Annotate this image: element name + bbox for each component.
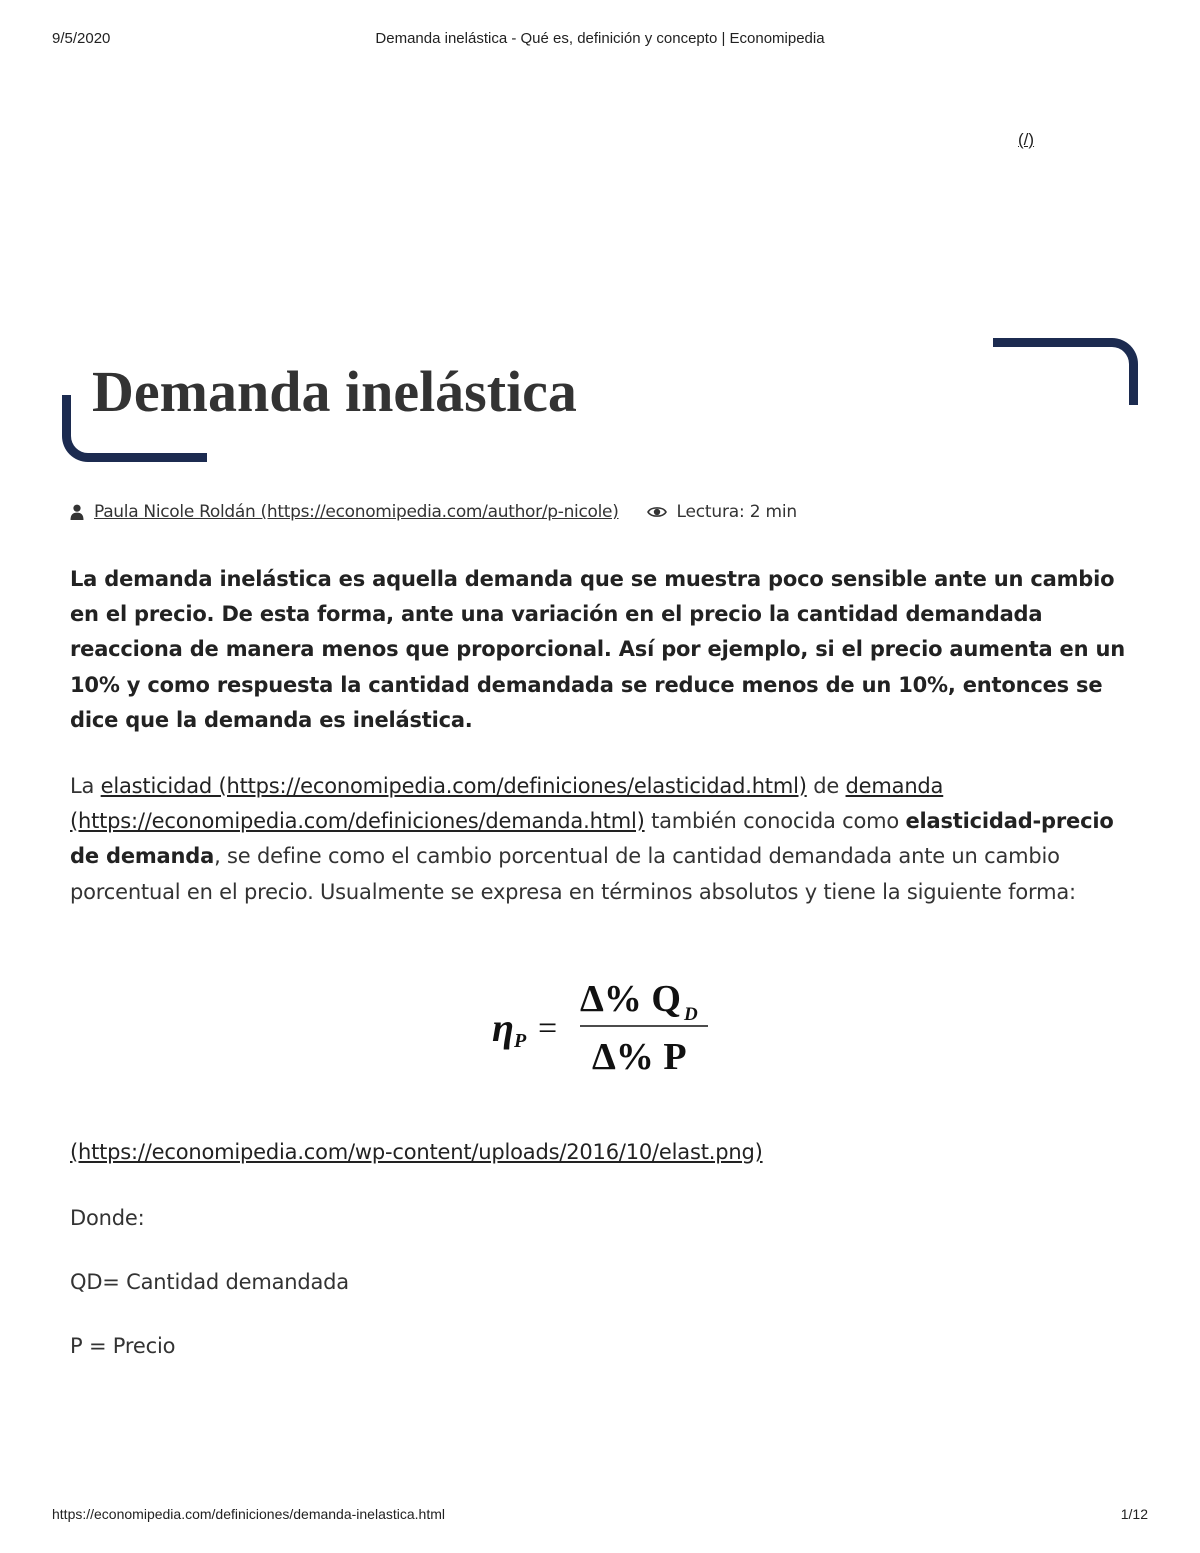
print-page-title: Demanda inelástica - Qué es, definición y concepto | Economipedia (375, 30, 825, 47)
para-text: La (70, 774, 101, 799)
print-footer (0, 1506, 1200, 1526)
formula-numerator: Δ% Q (580, 978, 681, 1020)
qd-definition: QD= Cantidad demandada (70, 1270, 349, 1294)
reading-time: Lectura: 2 min (676, 502, 797, 522)
article-meta (70, 500, 797, 524)
formula-numerator-subscript: D (684, 1004, 698, 1025)
lead-paragraph: La demanda inelástica es aquella demanda que se muestra poco sensible ante un cambio en el precio. De esta forma, ante una variación en el precio la cantidad demandada reacciona de manera menos que proporcional. Así por ejemplo, si el precio aumenta en un 10% y como respuesta la cantidad demandada se reduce menos de un 10%, entonces se dice que la demanda es inelástica. (70, 567, 1125, 732)
title-frame-corner-top-right (993, 338, 1138, 405)
eye-icon (647, 505, 667, 519)
definition-paragraph (70, 769, 1140, 910)
article-title: Demanda inelástica (92, 359, 577, 424)
print-footer-url: https://economipedia.com/definiciones/demanda-inelastica.html (52, 1506, 445, 1522)
formula-eta: η (492, 1005, 514, 1050)
para-text: también conocida como (644, 809, 906, 834)
p-definition: P = Precio (70, 1334, 176, 1358)
formula-equals: = (538, 1010, 558, 1047)
formula-image-link[interactable]: (https://economipedia.com/wp-content/uploads/2016/10/elast.png) (70, 1140, 763, 1164)
print-header (0, 30, 1200, 50)
elasticidad-link[interactable]: elasticidad (https://economipedia.com/definiciones/elasticidad.html) (100, 774, 807, 799)
print-date: 9/5/2020 (52, 30, 111, 47)
donde-label: Donde: (70, 1206, 145, 1230)
author-link[interactable]: Paula Nicole Roldán (https://economipedia.com/author/p-nicole) (94, 502, 619, 522)
bold-term: elasticidad-precio de demanda (70, 809, 1114, 869)
demanda-link[interactable]: demanda (https://economipedia.com/definiciones/demanda.html) (70, 774, 944, 834)
para-text: de (806, 774, 846, 799)
elasticity-formula (488, 975, 728, 1085)
user-icon (70, 504, 84, 520)
home-link[interactable]: (/) (1018, 130, 1035, 149)
page-number: 1/12 (1120, 1506, 1148, 1522)
formula-denominator: Δ% P (592, 1036, 687, 1078)
para-text: , se define como el cambio porcentual de la cantidad demandada ante un cambio porcentual en el precio. Usualmente se expresa en términos absolutos y tiene la siguiente forma: (70, 844, 1076, 904)
article-body (70, 562, 1140, 910)
formula-eta-subscript: P (514, 1030, 527, 1052)
